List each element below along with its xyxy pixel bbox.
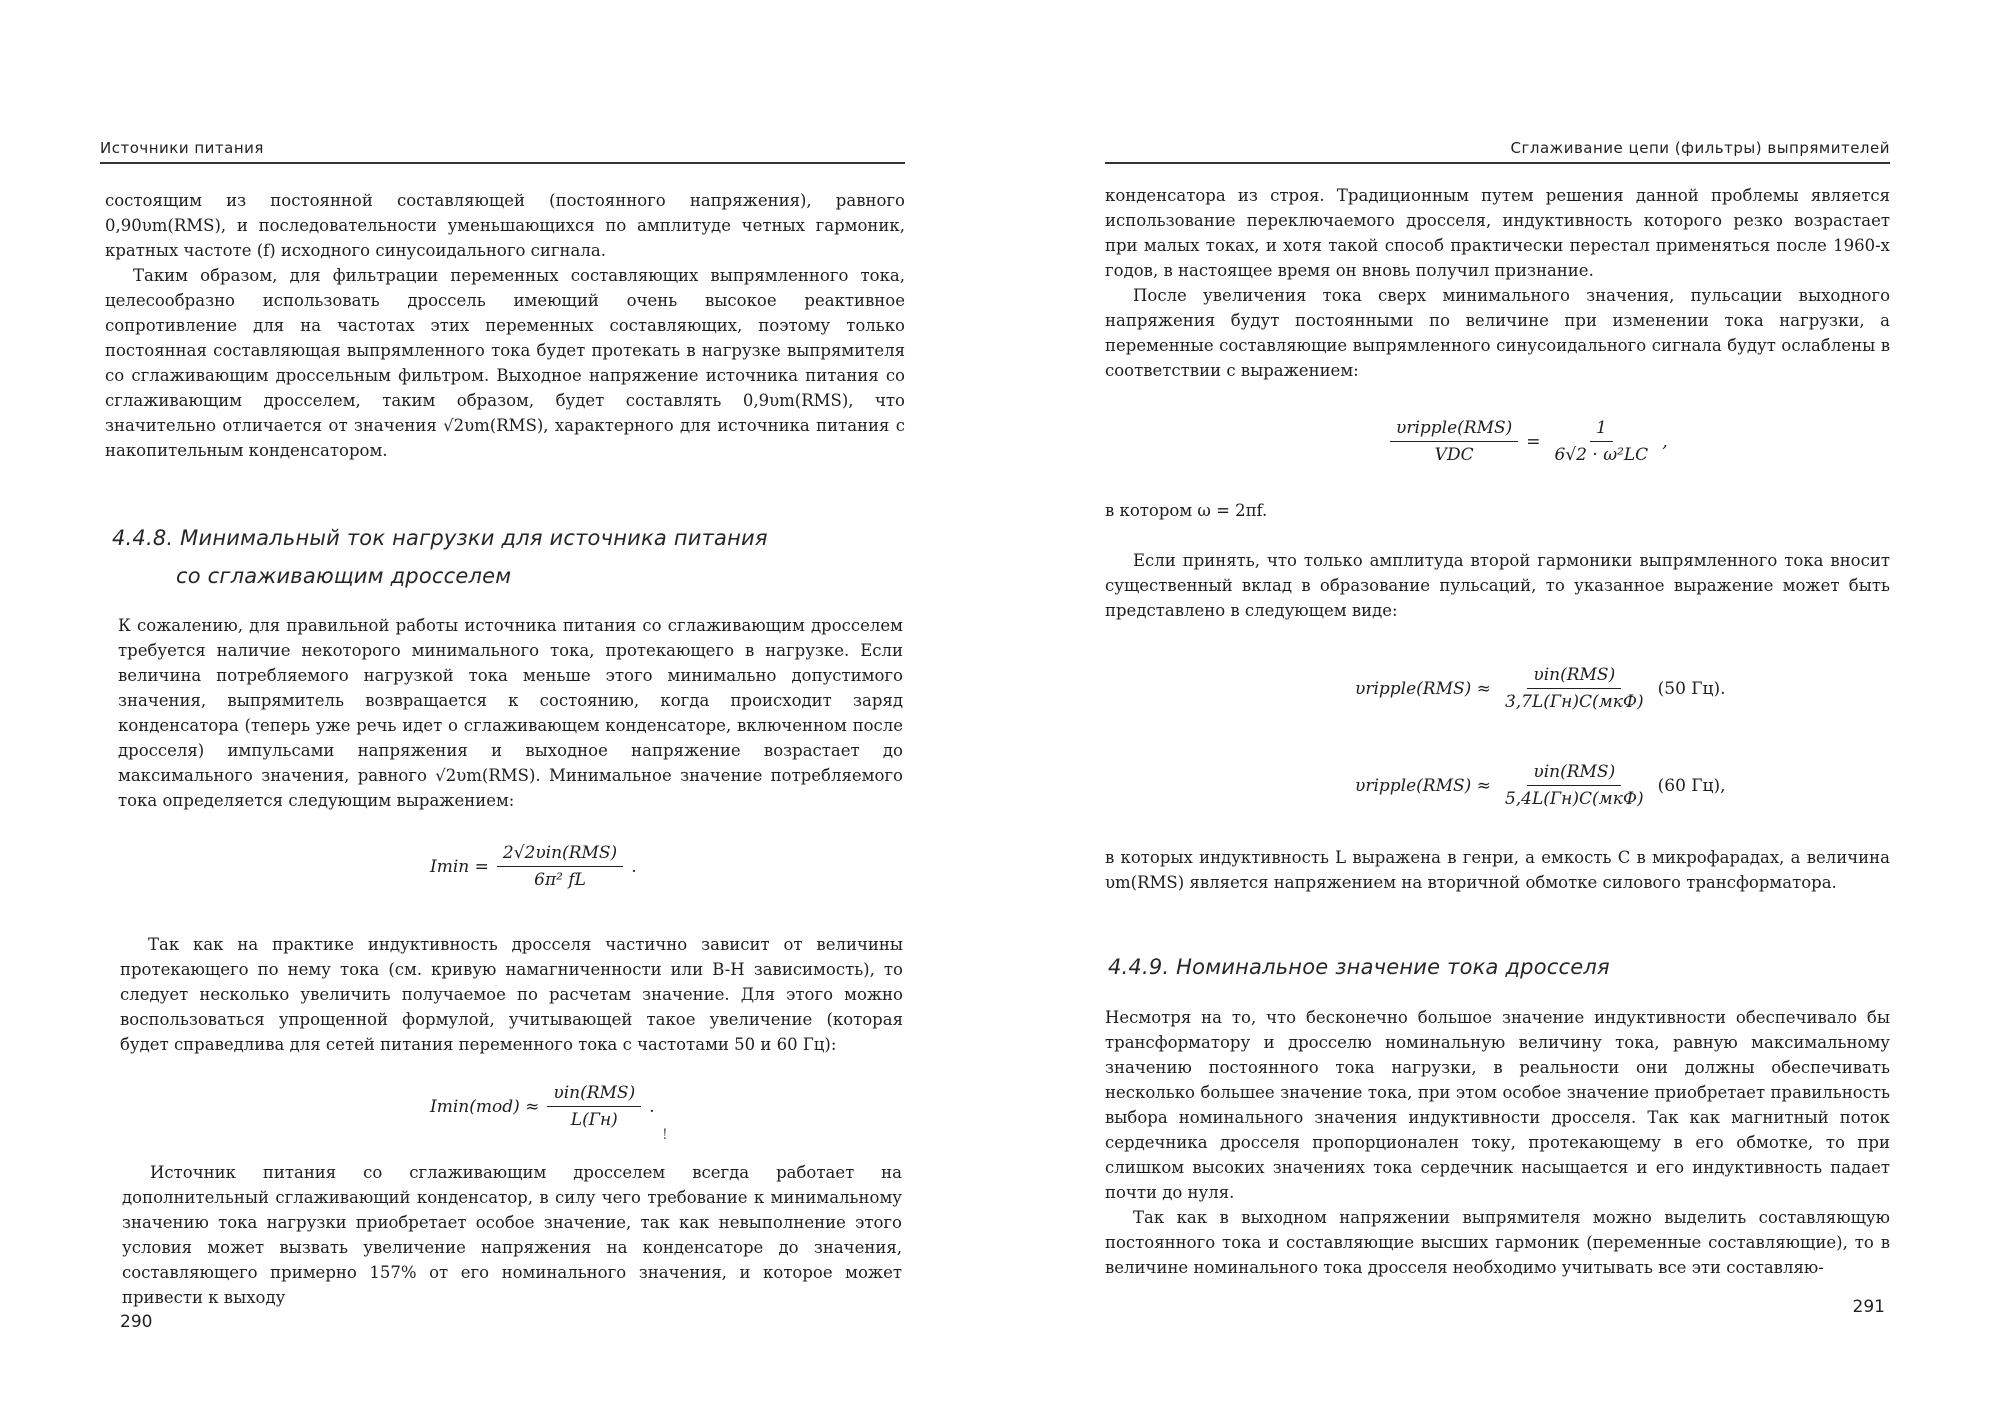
formula-ripple-lhs-fraction <box>1390 418 1518 465</box>
formula-50-lhs: υripple(RMS) ≈ <box>1355 678 1491 699</box>
page-number-right: 291 <box>1852 1297 1885 1317</box>
right-omega-note <box>1105 498 1890 523</box>
stray-mark: ! <box>662 1127 668 1143</box>
formula-imin-mod-numerator: υin(RMS) <box>547 1083 641 1107</box>
right-paragraph-5: Несмотря на то, что бесконечно большое значение индуктивности обеспечивало бы трансформатору и дросселю номинальную величину тока, равную максимальному значению постоянного тока нагрузки, в реальности они должны обеспечивать несколько большее значение тока, при этом особое значение приобретает правильность выбора номинального значения индуктивности дросселя. Так как магнитный поток сердечника дросселя пропорционален току, протекающему в его обмотке, то при слишком высоких значениях тока сердечник насыщается и его индуктивность падает почти до нуля. <box>1105 1008 1890 1202</box>
header-rule-right <box>1105 162 1890 164</box>
formula-60-tail: (60 Гц), <box>1657 775 1726 796</box>
formula-imin-tail: . <box>631 856 637 877</box>
right-text-block-3 <box>1105 845 1890 895</box>
header-rule-left <box>100 162 905 164</box>
formula-50-numerator: υin(RMS) <box>1527 665 1621 689</box>
formula-ripple-rhs-num: 1 <box>1590 418 1613 442</box>
right-paragraph-top: конденсатора из строя. Традиционным путем решения данной проблемы является использование переключаемого дросселя, индуктивность которого резко возрастает при малых токах, и хотя такой способ практически перестал применяться после 1960-х годов, в настоящее время он вновь получил признание. <box>1105 186 1890 280</box>
formula-60-denominator: 5,4L(Гн)C(мкФ) <box>1504 789 1644 809</box>
right-text-block-2 <box>1105 548 1890 623</box>
left-text-block-2 <box>118 613 903 813</box>
left-text-block-1 <box>105 188 905 463</box>
formula-50-tail: (50 Гц). <box>1657 678 1726 699</box>
omega-note: в котором ω = 2πf. <box>1105 501 1268 520</box>
right-text-block-1 <box>1105 183 1890 383</box>
right-paragraph-2: После увеличения тока сверх минимального значения, пульсации выходного напряжения будут постоянными по величине при изменении тока нагрузки, а переменные составляющие выпрямленного синусоидального сигнала будут ослаблены в соответствии с выражением: <box>1105 286 1890 380</box>
left-text-block-3 <box>120 932 903 1057</box>
section-heading-448 <box>112 526 768 588</box>
formula-ripple-50hz <box>1355 665 1726 712</box>
formula-imin-denominator: 6π² fL <box>534 870 586 890</box>
formula-imin-mod-denominator: L(Гн) <box>570 1110 618 1130</box>
left-paragraph-5: Источник питания со сглаживающим дросселем всегда работает на дополнительный сглаживающий конденсатор, в силу чего требование к минимальному значению тока нагрузки приобретает особое значение, так как невыполнение этого условия может вызвать увеличение напряжения на конденсаторе до значения, составляющего примерно 157% от его номинального значения, и которое может привести к выходу <box>122 1163 902 1307</box>
left-paragraph-2: Таким образом, для фильтрации переменных составляющих выпрямленного тока, целесообразно использовать дроссель имеющий очень высокое реактивное сопротивление для на частотах этих переменных составляющих, поэтому только постоянная составляющая выпрямленного тока будет протекать в нагрузке выпрямителя со сглаживающим дроссельным фильтром. Выходное напряжение источника питания со сглаживающим дросселем, таким образом, будет составлять 0,9υm(RMS), что значительно отличается от значения √2υm(RMS), характерного для источника питания с накопительным конденсатором. <box>105 266 905 460</box>
formula-imin <box>430 843 637 890</box>
formula-60-numerator: υin(RMS) <box>1527 762 1621 786</box>
formula-imin-mod-lhs: Imin(mod) ≈ <box>430 1096 540 1117</box>
formula-imin-mod-fraction <box>547 1083 641 1130</box>
formula-ripple-60hz <box>1355 762 1726 809</box>
formula-imin-mod <box>430 1083 655 1130</box>
formula-ripple-rhs-den: 6√2 · ω²LC <box>1554 445 1649 465</box>
formula-imin-lhs: Imin = <box>430 856 489 877</box>
left-paragraph-3: К сожалению, для правильной работы источника питания со сглаживающим дросселем требуется наличие некоторого минимального тока, протекающего в нагрузке. Если величина потребляемого нагрузкой тока меньше этого минимально допустимого значения, выпрямитель возвращается к состоянию, когда происходит заряд конденсатора (теперь уже речь идет о сглаживающем конденсаторе, включенном после дросселя) импульсами напряжения и выходное напряжение возрастает до максимального значения, равного √2υm(RMS). Минимальное значение потребляемого тока определяется следующим выражением: <box>118 616 903 810</box>
formula-60-fraction <box>1499 762 1650 809</box>
running-head-right: Сглаживание цепи (фильтры) выпрямителей <box>1510 139 1890 157</box>
right-paragraph-6: Так как в выходном напряжении выпрямителя можно выделить составляющую постоянного тока и составляющие высших гармоник (переменные составляющие), то в величине номинального тока дросселя необходимо учитывать все эти составляю- <box>1105 1208 1890 1277</box>
formula-imin-mod-tail: . <box>649 1096 655 1117</box>
left-paragraph-top: состоящим из постоянной составляющей (постоянного напряжения), равного 0,90υm(RMS), и последовательности уменьшающихся по амплитуде четных гармоник, кратных частоте (f) исходного синусоидального сигнала. <box>105 191 905 260</box>
formula-50-denominator: 3,7L(Гн)C(мкФ) <box>1504 692 1644 712</box>
formula-50-fraction <box>1499 665 1650 712</box>
formula-ripple-tail: , <box>1662 431 1668 452</box>
left-text-block-4 <box>122 1160 902 1310</box>
running-head-left: Источники питания <box>100 139 264 157</box>
formula-ripple-eq: = <box>1526 431 1541 452</box>
section-heading-448-line2: со сглаживающим дросселем <box>176 564 512 588</box>
section-heading-448-line1: 4.4.8. Минимальный ток нагрузки для источника питания <box>112 526 768 550</box>
section-heading-449: 4.4.9. Номинальное значение тока дросселя <box>1108 955 1610 979</box>
right-text-block-4 <box>1105 1005 1890 1280</box>
formula-imin-numerator: 2√2υin(RMS) <box>497 843 623 867</box>
page-number-left: 290 <box>120 1312 153 1332</box>
right-paragraph-3: Если принять, что только амплитуда второй гармоники выпрямленного тока вносит существенный вклад в образование пульсаций, то указанное выражение может быть представлено в следующем виде: <box>1105 551 1890 620</box>
right-page <box>1000 0 2000 1401</box>
formula-ripple-ratio <box>1390 418 1668 465</box>
formula-ripple-rhs-fraction <box>1549 418 1655 465</box>
formula-ripple-lhs-num: υripple(RMS) <box>1390 418 1518 442</box>
left-paragraph-4: Так как на практике индуктивность дросселя частично зависит от величины протекающего по нему тока (см. кривую намагниченности или B-H зависимость), то следует несколько увеличить получаемое по расчетам значение. Для этого можно воспользоваться упрощенной формулой, учитывающей такое увеличение (которая будет справедлива для сетей питания переменного тока с частотами 50 и 60 Гц): <box>120 935 903 1054</box>
formula-imin-fraction <box>497 843 623 890</box>
formula-ripple-lhs-den: VDC <box>1434 445 1474 465</box>
right-paragraph-4: в которых индуктивность L выражена в генри, а емкость C в микрофарадах, а величина υm(RMS) является напряжением на вторичной обмотке силового трансформатора. <box>1105 848 1890 892</box>
formula-60-lhs: υripple(RMS) ≈ <box>1355 775 1491 796</box>
